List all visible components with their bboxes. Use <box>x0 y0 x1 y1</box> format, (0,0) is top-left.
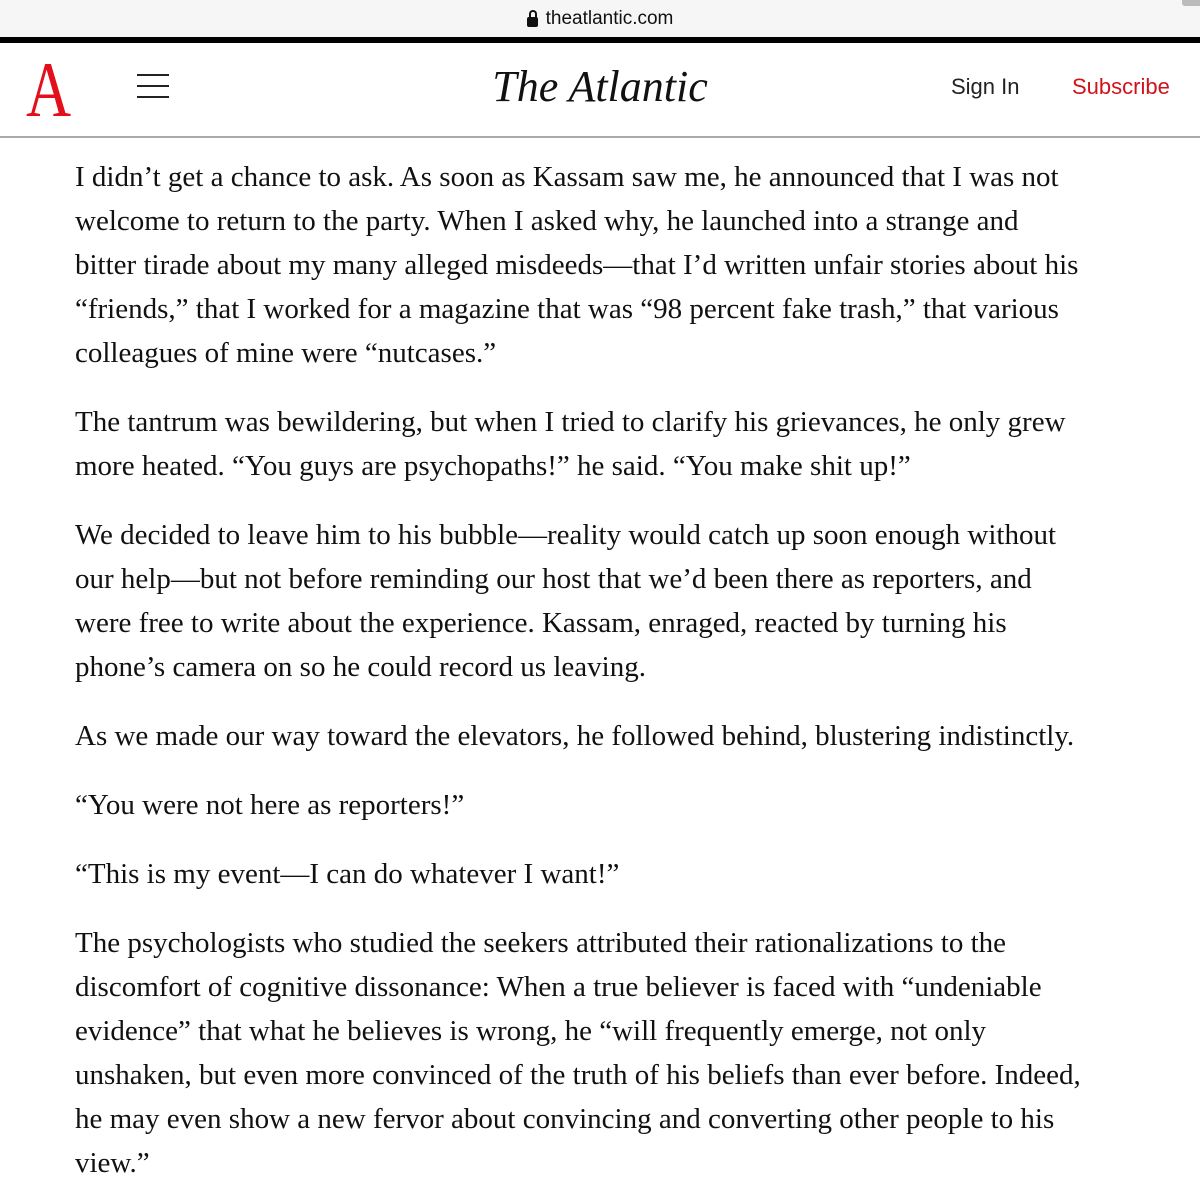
site-header <box>0 43 1200 138</box>
scroll-indicator <box>1182 0 1200 6</box>
site-wordmark[interactable]: The Atlantic <box>492 62 708 111</box>
paragraph-line: “friends,” that I worked for a magazine that was “98 percent fake trash,” that various <box>75 293 1059 325</box>
paragraph-line: were free to write about the experience. Kassam, enraged, reacted by turning his <box>75 607 1007 639</box>
article-paragraph <box>75 921 1175 1185</box>
article-body <box>0 138 1175 1185</box>
article-paragraph <box>75 852 1175 896</box>
lock-icon <box>527 17 538 27</box>
paragraph-line: he may even show a new fervor about convincing and converting other people to his <box>75 1103 1055 1135</box>
paragraph-line: evidence” that what he believes is wrong, he “will frequently emerge, not only <box>75 1015 987 1047</box>
paragraph-line: We decided to leave him to his bubble—reality would catch up soon enough without <box>75 519 1057 551</box>
paragraph-line: “You were not here as reporters!” <box>75 789 465 821</box>
paragraph-line: our help—but not before reminding our host that we’d been there as reporters, and <box>75 563 1032 595</box>
paragraph-line: unshaken, but even more convinced of the truth of his beliefs than ever before. Indeed, <box>75 1059 1081 1091</box>
paragraph-line: welcome to return to the party. When I asked why, he launched into a strange and <box>75 205 1019 237</box>
article-paragraph <box>75 400 1175 488</box>
paragraph-line: phone’s camera on so he could record us leaving. <box>75 651 646 683</box>
paragraph-line: bitter tirade about my many alleged misdeeds—that I’d written unfair stories about his <box>75 249 1079 281</box>
atlantic-logo[interactable]: A <box>26 46 72 133</box>
paragraph-line: The tantrum was bewildering, but when I tried to clarify his grievances, he only grew <box>75 406 1066 438</box>
paragraph-line: As we made our way toward the elevators, he followed behind, blustering indistinctly. <box>75 720 1075 752</box>
paragraph-line: colleagues of mine were “nutcases.” <box>75 337 497 369</box>
paragraph-line: “This is my event—I can do whatever I want!” <box>75 858 620 890</box>
paragraph-line: more heated. “You guys are psychopaths!” he said. “You make shit up!” <box>75 450 911 482</box>
sign-in-link[interactable]: Sign In <box>951 74 1020 99</box>
article-paragraph <box>75 155 1175 375</box>
article-paragraph <box>75 714 1175 758</box>
paragraph-line: view.” <box>75 1147 150 1179</box>
paragraph-line: I didn’t get a chance to ask. As soon as Kassam saw me, he announced that I was not <box>75 161 1059 193</box>
url-text: theatlantic.com <box>545 7 674 29</box>
paragraph-line: discomfort of cognitive dissonance: When a true believer is faced with “undeniable <box>75 971 1042 1003</box>
paragraph-line: The psychologists who studied the seekers attributed their rationalizations to the <box>75 927 1007 959</box>
article-paragraph <box>75 513 1175 689</box>
article-paragraph <box>75 783 1175 827</box>
browser-address-bar[interactable] <box>0 0 1200 37</box>
subscribe-link[interactable]: Subscribe <box>1072 74 1170 99</box>
